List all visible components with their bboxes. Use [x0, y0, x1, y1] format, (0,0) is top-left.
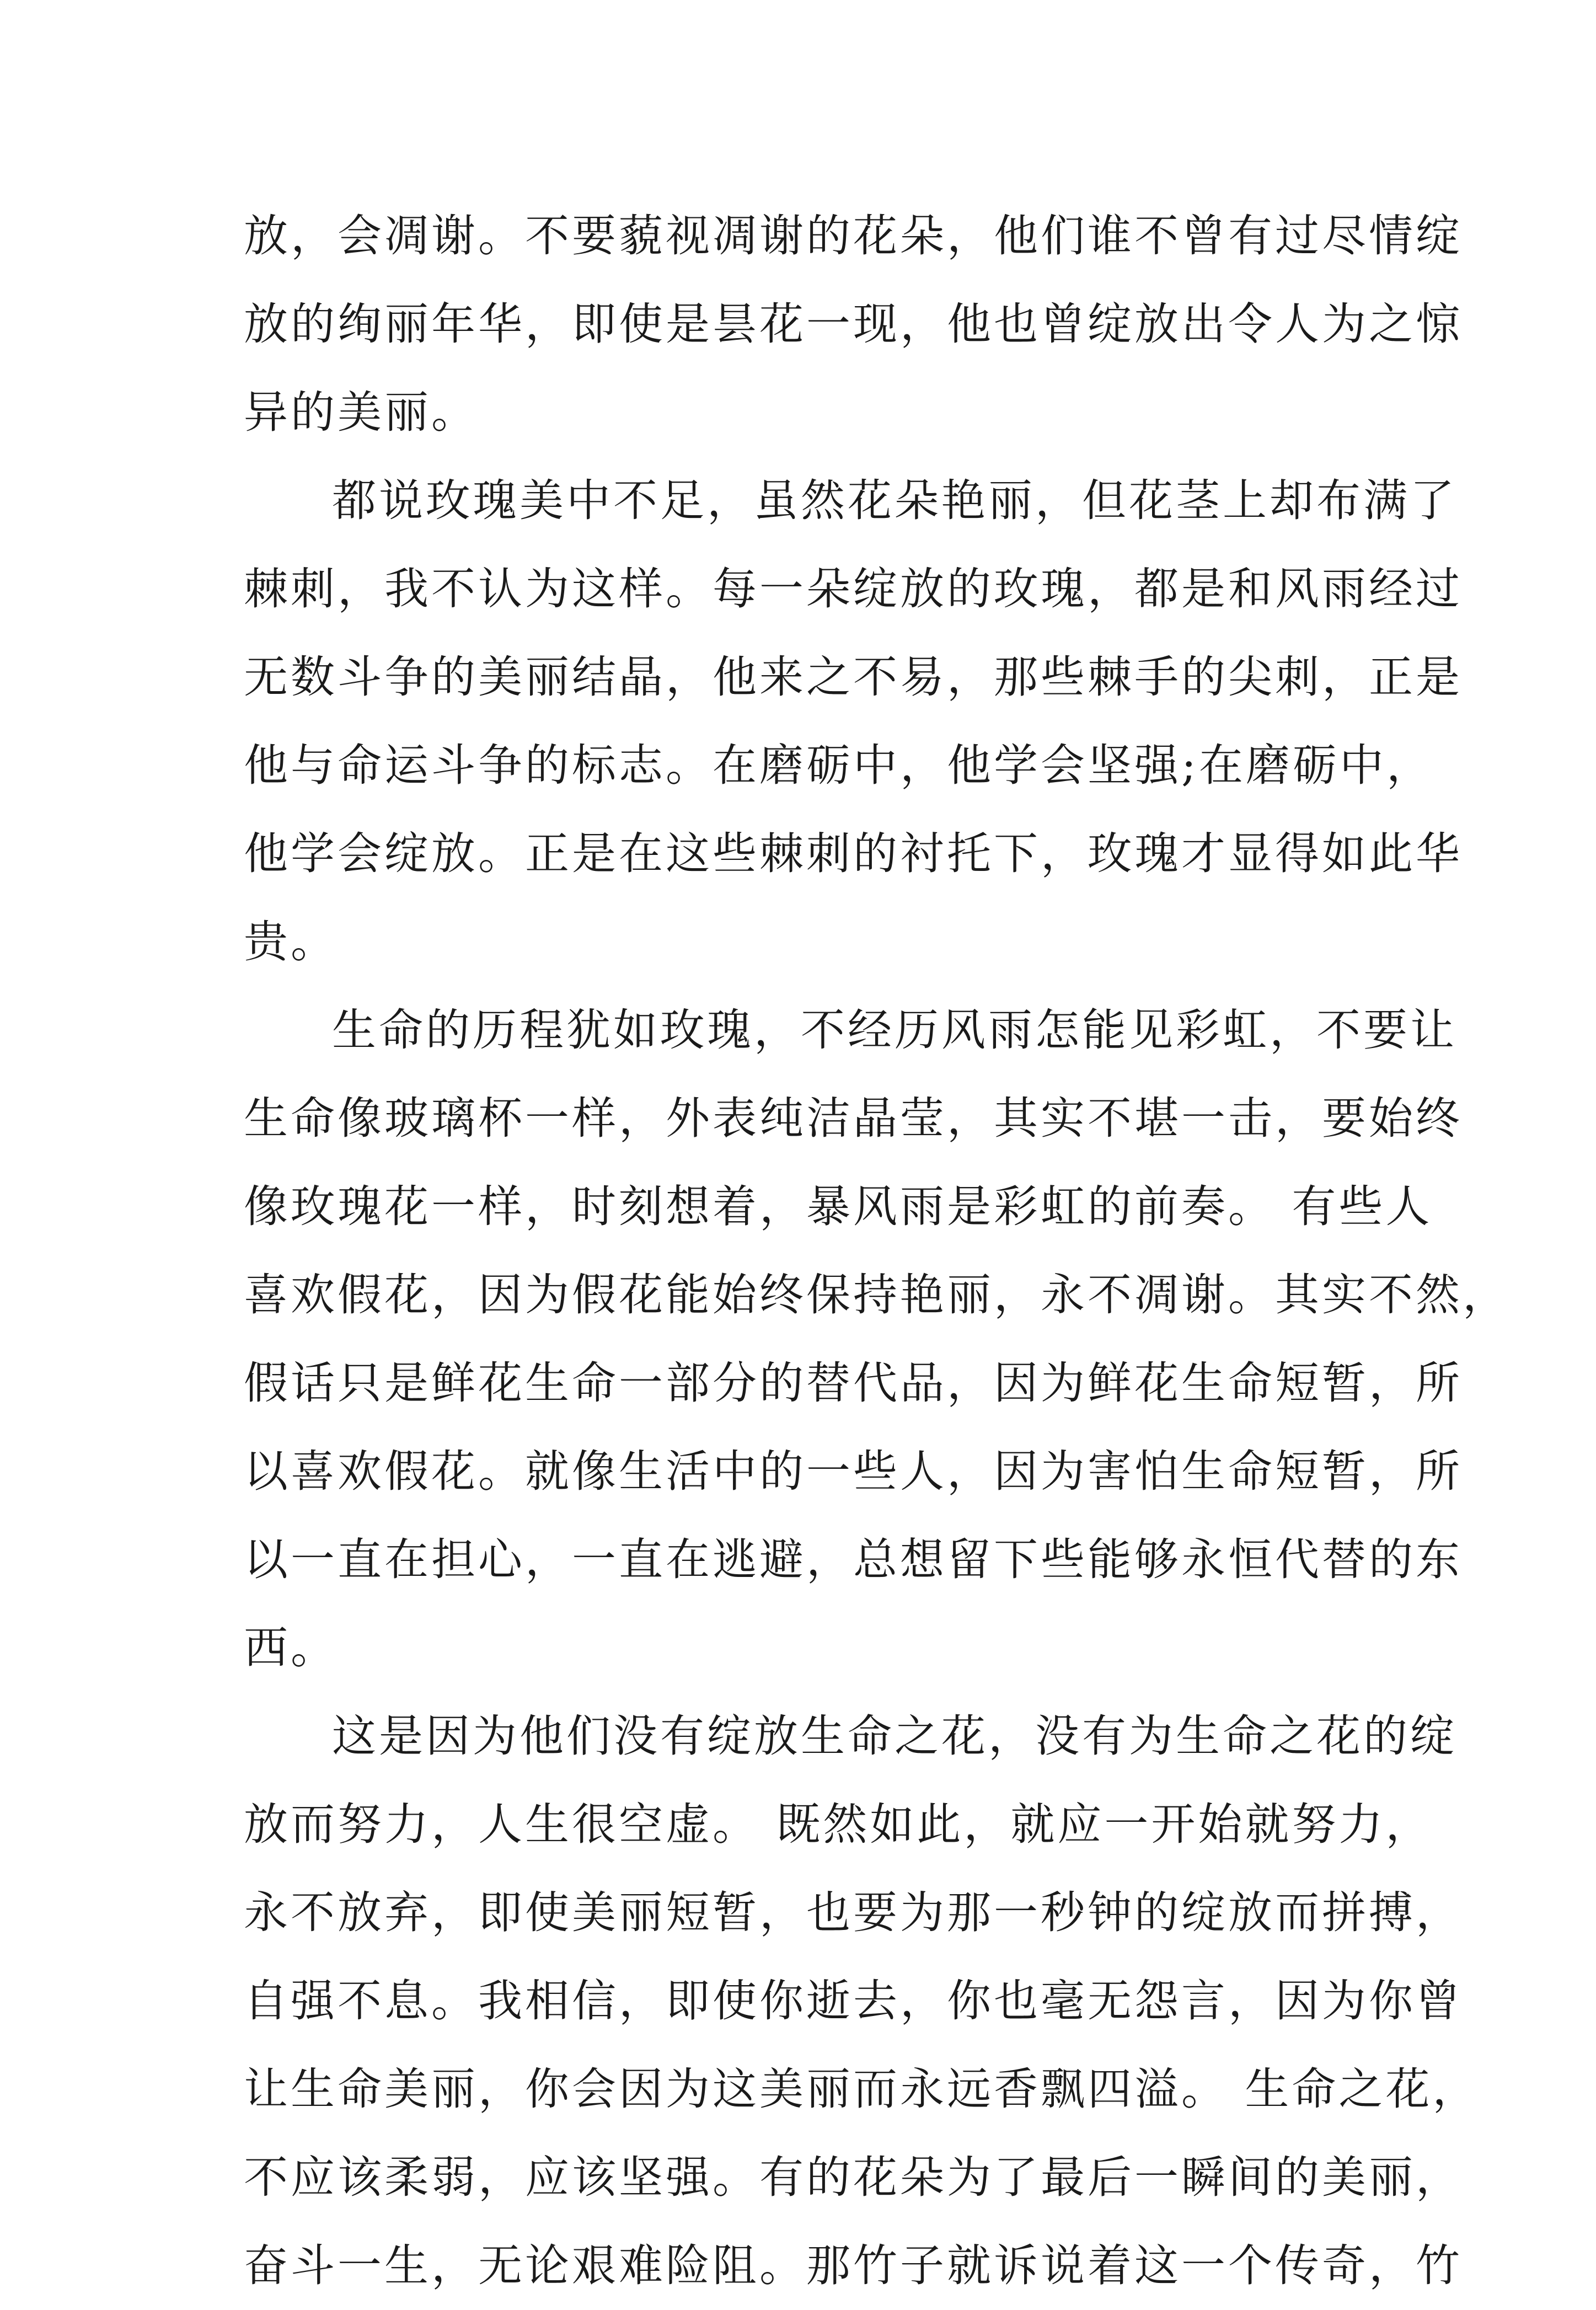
text-line-22: 让生命美丽，你会因为这美丽而永远香飘四溢。 生命之花，: [244, 2063, 1480, 2115]
text-line-6: 无数斗争的美丽结晶，他来之不易，那些棘手的尖刺，正是: [244, 651, 1463, 703]
text-line-11: 生命像玻璃杯一样，外表纯洁晶莹，其实不堪一击，要始终: [244, 1093, 1463, 1144]
text-line-20: 永不放弃，即使美丽短暂，也要为那一秒钟的绽放而拼搏，: [244, 1887, 1463, 1938]
text-line-24: 奋斗一生，无论艰难险阻。那竹子就诉说着这一个传奇，竹: [244, 2240, 1463, 2291]
paragraph-2-line-1: 都说玫瑰美中不足，虽然花朵艳丽，但花茎上却布满了: [332, 475, 1457, 526]
text-line-15: 以喜欢假花。就像生活中的一些人，因为害怕生命短暂，所: [244, 1446, 1463, 1497]
paragraph-4-line-1: 这是因为他们没有绽放生命之花，没有为生命之花的绽: [332, 1710, 1457, 1762]
paragraph-3-line-1: 生命的历程犹如玫瑰，不经历风雨怎能见彩虹，不要让: [332, 1004, 1457, 1056]
text-line-2: 放的绚丽年华，即使是昙花一现，他也曾绽放出令人为之惊: [244, 298, 1463, 350]
text-line-3: 异的美丽。: [244, 387, 478, 438]
text-line-23: 不应该柔弱，应该坚强。有的花朵为了最后一瞬间的美丽，: [244, 2152, 1463, 2203]
text-line-12: 像玫瑰花一样，时刻想着，暴风雨是彩虹的前奏。 有些人: [244, 1181, 1433, 1232]
text-line-1: 放，会凋谢。不要藐视凋谢的花朵，他们谁不曾有过尽情绽: [244, 210, 1463, 261]
text-line-9: 贵。: [244, 916, 338, 967]
text-line-14: 假话只是鲜花生命一部分的替代品，因为鲜花生命短暂，所: [244, 1357, 1463, 1409]
text-line-17: 西。: [244, 1622, 338, 1673]
text-line-8: 他学会绽放。正是在这些棘刺的衬托下，玫瑰才显得如此华: [244, 828, 1463, 879]
text-line-16: 以一直在担心，一直在逃避，总想留下些能够永恒代替的东: [244, 1534, 1463, 1585]
text-line-21: 自强不息。我相信，即使你逝去，你也毫无怨言，因为你曾: [244, 1975, 1463, 2026]
document-body: [244, 192, 1509, 2310]
text-line-13: 喜欢假花，因为假花能始终保持艳丽，永不凋谢。其实不然，: [244, 1269, 1509, 1320]
text-line-5: 棘刺，我不认为这样。每一朵绽放的玫瑰，都是和风雨经过: [244, 563, 1463, 614]
text-line-19: 放而努力，人生很空虚。 既然如此，就应一开始就努力，: [244, 1799, 1433, 1850]
text-line-7: 他与命运斗争的标志。在磨砺中，他学会坚强;在磨砺中，: [244, 740, 1433, 791]
